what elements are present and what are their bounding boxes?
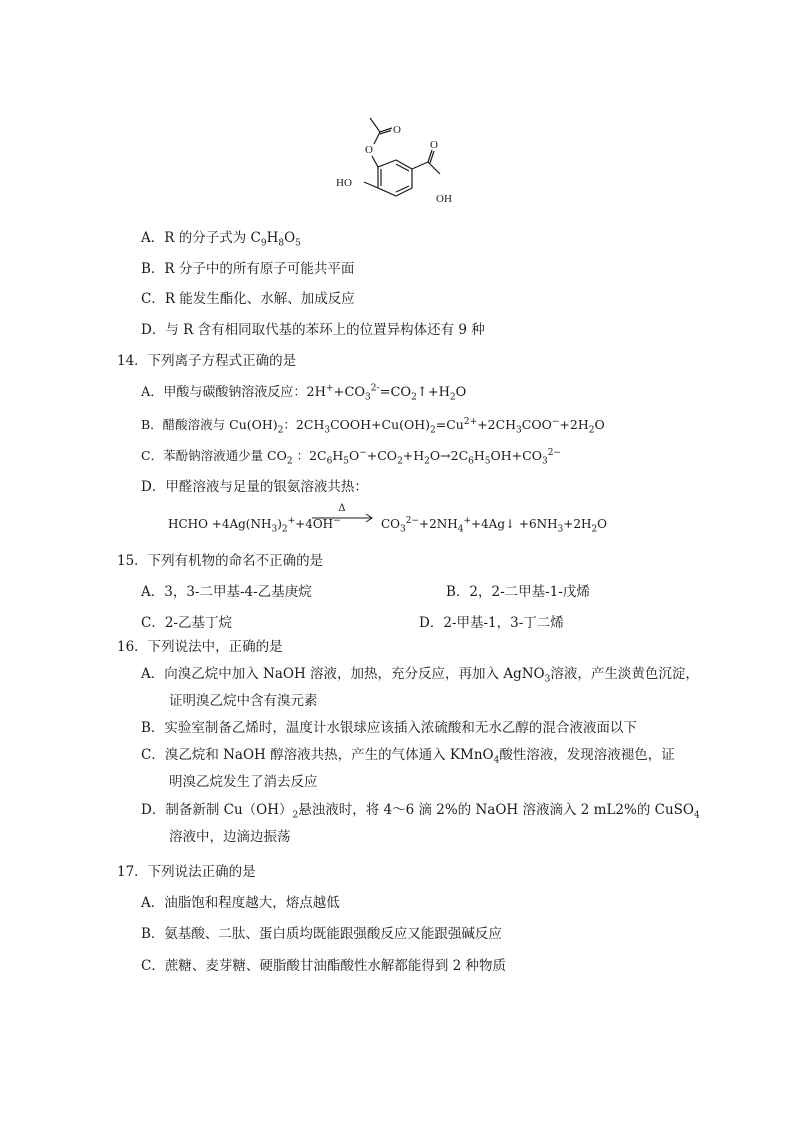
- q16-option-b: B．实验室制备乙烯时，温度计水银球应该插入浓硫酸和无水乙醇的混合液液面以下: [141, 720, 637, 736]
- q17-stem: 17．下列说法正确的是: [117, 864, 256, 880]
- bond: [370, 118, 380, 132]
- q17-option-a: A．油脂饱和程度越大，熔点越低: [141, 895, 340, 911]
- q16-option-a-line2: 证明溴乙烷中含有溴元素: [169, 693, 318, 709]
- reaction-arrow: [312, 504, 376, 528]
- bond: [374, 132, 380, 144]
- q13-option-c: C．R 能发生酯化、水解、加成反应: [141, 291, 355, 307]
- bond: [428, 162, 440, 174]
- q14-option-b: B．醋酸溶液与 $Cu(OH)_2$：$2CH_3COOH+Cu(OH)_2=Cu^{2+}+2CH_3COO^-+2H_2O$: [141, 416, 605, 436]
- arrow-icon: [312, 504, 376, 528]
- atom-label: HO: [336, 177, 352, 189]
- q14-stem: 14．下列离子方程式正确的是: [117, 353, 297, 369]
- atom-label: O: [430, 139, 438, 151]
- q14-option-c: C．苯酚钠溶液通少量 $CO_2$ ：$2C_6H_5O^-+CO_2+H_2O\to 2C_6H_5OH+CO_3^{2-}$: [141, 447, 561, 467]
- q15-stem: 15．下列有机物的命名不正确的是: [117, 553, 324, 569]
- q14-option-a: A．甲酸与碳酸钠溶液反应：$2H^++CO_3^{2-}=CO_2↑+H_2O$: [141, 383, 467, 403]
- bond: [372, 156, 378, 167]
- q16-option-c-line2: 明溴乙烷发生了消去反应: [169, 774, 318, 790]
- heat-condition: Δ: [338, 503, 346, 514]
- benzene-ring: [378, 160, 412, 196]
- q15-option-d: D．2-甲基-1，3-丁二烯: [419, 615, 564, 631]
- bond: [396, 164, 409, 171]
- q16-stem: 16．下列说法中，正确的是: [117, 639, 283, 655]
- bond: [412, 162, 428, 169]
- q17-option-c: C．蔗糖、麦芽糖、硬脂酸甘油酯酸性水解都能得到 2 种物质: [141, 958, 507, 974]
- q14-equation-right: $CO_3^{2-}+2NH_4^++4Ag↓ +6NH_3+2H_2O$: [381, 516, 608, 535]
- q13-option-a: A．R 的分子式为 $C_9H_8O_5$: [141, 230, 301, 249]
- q17-option-b: B．氨基酸、二肽、蛋白质均既能跟强酸反应又能跟强碱反应: [141, 926, 502, 942]
- q15-option-a: A．3，3-二甲基-4-乙基庚烷: [141, 584, 312, 600]
- q16-option-d-line1: D．制备新制 $Cu(OH)_2$悬浊液时，将 4～6 滴 2%的 NaOH 溶液滴入 2 mL2%的 CuSO$_4$: [141, 802, 700, 821]
- bond: [380, 128, 392, 132]
- molecule-structure: [328, 112, 468, 212]
- q13-option-b: B．R 分子中的所有原子可能共平面: [141, 261, 355, 277]
- q14-equation-left: HCHO $+4Ag(NH_3)_2^++4OH^-$: [168, 516, 341, 535]
- atom-label: O: [365, 144, 373, 156]
- q15-option-b: B．2，2-二甲基-1-戊烯: [446, 584, 590, 600]
- q16-option-c-line1: C．溴乙烷和 NaOH 醇溶液共热，产生的气体通入 KMnO$_4$酸性溶液，发现溶液褪色，证: [141, 747, 675, 766]
- q13-option-d: D．与 R 含有相同取代基的苯环上的位置异构体还有 9 种: [141, 322, 485, 338]
- q16-option-a-line1: A．向溴乙烷中加入 NaOH 溶液，加热，充分反应，再加入 AgNO$_3$溶液，产生淡黄色沉淀，: [141, 666, 699, 685]
- q15-option-c: C．2-乙基丁烷: [141, 615, 232, 631]
- q14-option-d: D．甲醛溶液与足量的银氨溶液共热：: [141, 479, 368, 495]
- q16-option-d-line2: 溶液中，边滴边振荡: [169, 829, 291, 845]
- atom-label: OH: [436, 193, 452, 205]
- atom-label: O: [393, 124, 401, 136]
- bond: [364, 182, 378, 188]
